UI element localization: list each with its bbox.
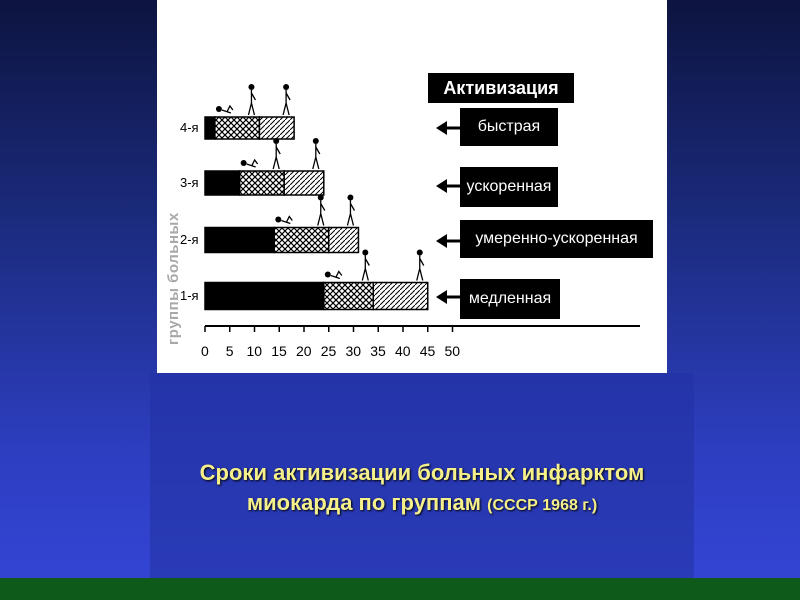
bar-segment (329, 228, 359, 253)
bar-segment (205, 117, 215, 139)
x-tick-label: 50 (444, 343, 461, 359)
caption (150, 458, 694, 521)
standing-person-icon (417, 250, 424, 281)
lying-person-icon (241, 160, 258, 167)
x-tick-label: 10 (246, 343, 263, 359)
x-tick-label: 35 (370, 343, 386, 359)
bar-segment (205, 283, 324, 310)
standing-person-icon (313, 138, 320, 169)
lying-person-icon (216, 106, 233, 113)
arrow-left-icon (436, 234, 460, 248)
standing-person-icon (283, 84, 290, 115)
row-label: 3-я (180, 175, 199, 190)
bar-segment (373, 283, 427, 310)
bar-segment (259, 117, 294, 139)
arrow-left-icon (436, 179, 460, 193)
standing-person-icon (362, 250, 369, 281)
lying-person-icon (275, 217, 292, 224)
standing-person-icon (248, 84, 255, 115)
y-axis-label: группы больных (165, 212, 182, 345)
row-label: 4-я (180, 120, 199, 135)
bar-segment (205, 171, 240, 195)
standing-person-icon (347, 195, 354, 226)
caption-note: (СССР 1968 г.) (487, 497, 598, 514)
x-tick-label: 25 (320, 343, 337, 359)
legend-item-accelerated: ускоренная (460, 167, 558, 207)
legend-title: Активизация (428, 73, 574, 103)
x-tick-label: 30 (345, 343, 362, 359)
arrow-left-icon (436, 121, 460, 135)
standing-person-icon (273, 138, 280, 169)
bar-segment (240, 171, 285, 195)
bar-segment (205, 228, 274, 253)
arrow-left-icon (436, 290, 460, 304)
legend-item-moderate: умеренно-ускоренная (460, 220, 653, 258)
standing-person-icon (318, 195, 325, 226)
bar-segment (324, 283, 374, 310)
caption-line-1: Сроки активизации больных инфарктом (199, 460, 645, 485)
x-tick-label: 5 (225, 343, 234, 359)
bar-segment (284, 171, 324, 195)
legend-item-fast: быстрая (460, 108, 558, 146)
lying-person-icon (325, 272, 342, 279)
x-tick-label: 0 (201, 343, 209, 359)
x-tick-label: 15 (271, 343, 287, 359)
row-label: 1-я (180, 288, 199, 303)
x-tick-label: 20 (296, 343, 312, 359)
x-tick-label: 40 (395, 343, 411, 359)
legend-item-slow: медленная (460, 279, 560, 319)
x-tick-label: 45 (419, 343, 436, 359)
bar-segment (215, 117, 260, 139)
row-label: 2-я (180, 232, 199, 247)
bar-segment (274, 228, 328, 253)
caption-line-2: миокарда по группам (246, 490, 482, 515)
